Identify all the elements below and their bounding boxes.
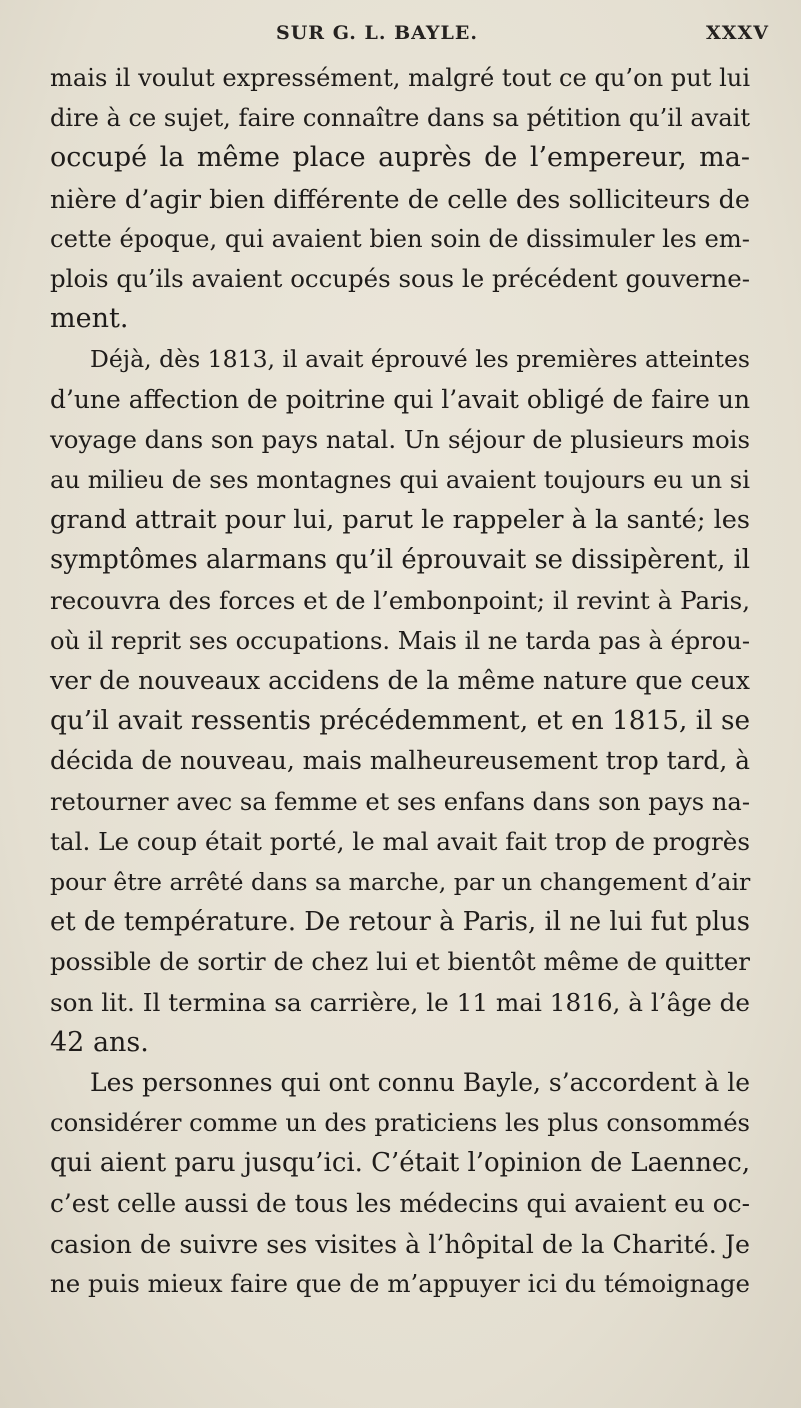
text-line: décida de nouveau, mais malheureusement trop tard, à — [50, 746, 751, 776]
text-line: d’une affection de poitrine qui l’avait obligé de faire un — [50, 384, 750, 414]
text-line: tal. Le coup était porté, le mal avait fait trop de progrès — [50, 826, 750, 856]
text-line: où il reprit ses occupations. Mais il ne tarda pas à éprou- — [50, 626, 750, 655]
text-line: pour être arrêté dans sa marche, par un changement d’air — [50, 868, 751, 897]
text-line: au milieu de ses montagnes qui avaient toujours eu un si — [50, 465, 750, 495]
text-line: possible de sortir de chez lui et bientôt même de quitter — [50, 947, 750, 977]
text-line: son lit. Il termina sa carrière, le 11 mai 1816, à l’âge de — [50, 987, 750, 1017]
text-line: c’est celle aussi de tous les médecins qui avaient eu oc- — [50, 1188, 750, 1218]
text-line: voyage dans son pays natal. Un séjour de plusieurs mois — [50, 424, 750, 454]
text-line: et de température. De retour à Paris, il ne lui fut plus — [50, 907, 750, 938]
text-line: retourner avec sa femme et ses enfans dans son pays na- — [50, 787, 750, 816]
text-line: casion de suivre ses visites à l’hôpital de la Charité. Je — [50, 1228, 750, 1259]
text-line: qu’il avait ressentis précédemment, et en 1815, il se — [50, 706, 750, 737]
text-line: symptômes alarmans qu’il éprouvait se dissipèrent, il — [50, 545, 751, 576]
text-line: ment. — [50, 303, 129, 335]
running-head-title: SUR G. L. BAYLE. — [276, 22, 478, 44]
text-line: cette époque, qui avaient bien soin de dissimuler les em- — [50, 223, 750, 253]
text-line: dire à ce sujet, faire connaître dans sa pétition qu’il avait — [50, 104, 751, 133]
body-text — [50, 58, 750, 1304]
page-number: XXXV — [706, 22, 769, 44]
text-line: recouvra des forces et de l’embonpoint; il revint à Paris, — [50, 585, 750, 615]
text-line: considérer comme un des praticiens les plus consommés — [50, 1108, 750, 1138]
text-line: plois qu’ils avaient occupés sous le précédent gouverne- — [50, 264, 750, 294]
text-line: nière d’agir bien différente de celle des solliciteurs de — [50, 183, 750, 214]
text-line: Les personnes qui ont connu Bayle, s’accordent à le — [90, 1068, 750, 1098]
running-head — [0, 22, 801, 48]
text-line: 42 ans. — [50, 1026, 149, 1058]
text-line: qui aient paru jusqu’ici. C’était l’opinion de Laennec, — [50, 1148, 751, 1179]
text-line: ver de nouveaux accidens de la même nature que ceux — [50, 666, 750, 696]
text-line: Déjà, dès 1813, il avait éprouvé les premières atteintes — [90, 345, 750, 374]
text-line: mais il voulut expressément, malgré tout ce qu’on put lui — [50, 64, 751, 92]
text-line: ne puis mieux faire que de m’appuyer ici du témoignage — [50, 1269, 750, 1299]
text-line: occupé la même place auprès de l’empereur, ma- — [50, 142, 750, 174]
text-line: grand attrait pour lui, parut le rappeler à la santé; les — [50, 505, 751, 536]
